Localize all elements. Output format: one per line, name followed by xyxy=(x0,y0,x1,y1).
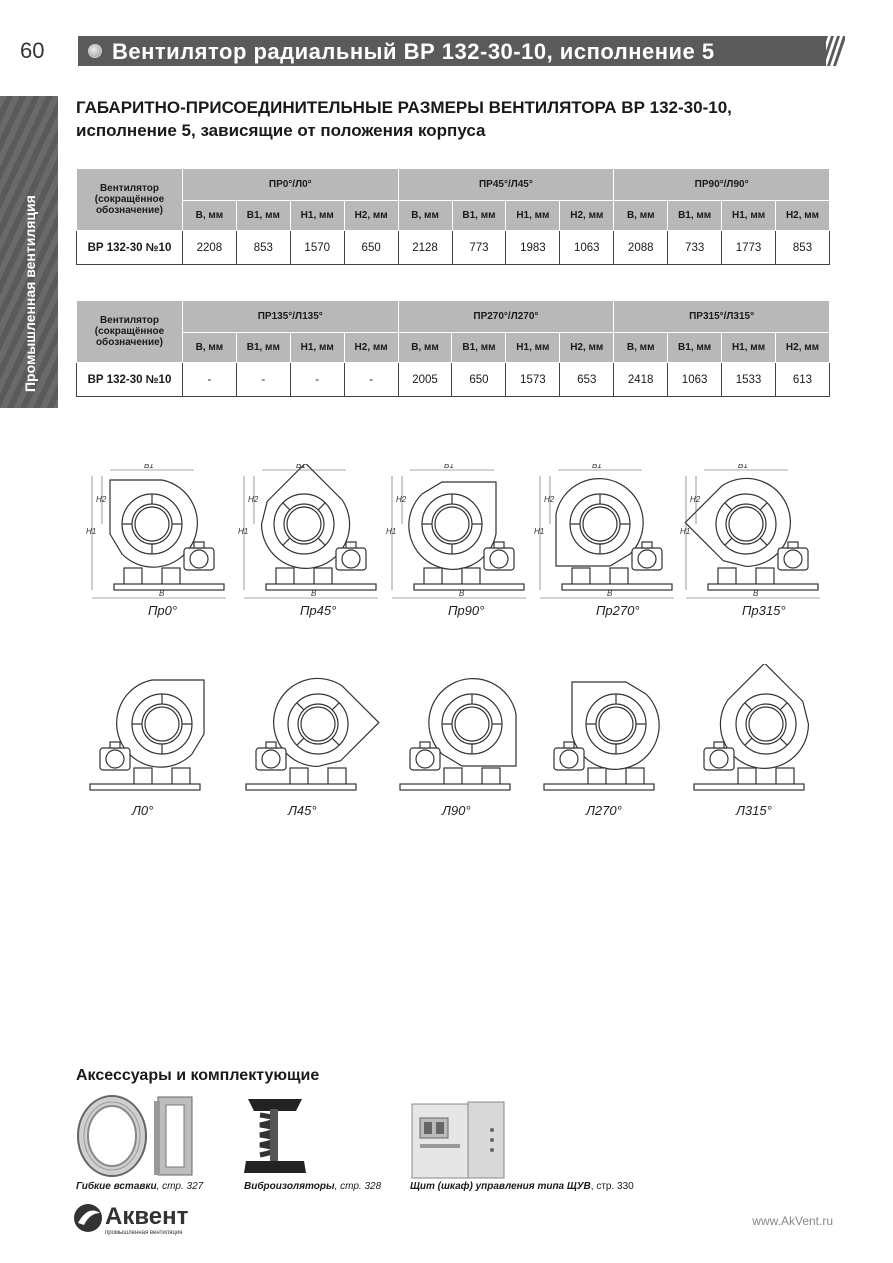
dim-label-h1: Н1 xyxy=(386,527,397,536)
table-cell: 2088 xyxy=(614,231,668,265)
page-number: 60 xyxy=(20,38,45,63)
group-header: ПР135°/Л135° xyxy=(182,301,398,333)
fan-drawing xyxy=(532,464,682,604)
table-row xyxy=(77,363,830,397)
sub-header: В1, мм xyxy=(236,201,290,231)
table-cell: 2418 xyxy=(614,363,668,397)
dim-label-h1: Н1 xyxy=(680,527,691,536)
sub-header: Н2, мм xyxy=(776,201,830,231)
table-cell: - xyxy=(236,363,290,397)
flexible-insert-image xyxy=(74,1093,206,1179)
table-cell: 1573 xyxy=(506,363,560,397)
sub-header: В, мм xyxy=(614,201,668,231)
side-category-label: Промышленная вентиляция xyxy=(22,195,38,392)
sub-header: В1, мм xyxy=(452,333,506,363)
sub-header: В, мм xyxy=(614,333,668,363)
group-header: ПР45°/Л45° xyxy=(398,169,614,201)
drawing-caption: Л315° xyxy=(736,803,772,818)
fan-drawing xyxy=(684,664,834,804)
sub-header: Н1, мм xyxy=(506,201,560,231)
page-title: Вентилятор радиальный ВР 132-30-10, исполнение 5 xyxy=(112,39,715,64)
accessory-caption-2[interactable] xyxy=(244,1181,381,1192)
dim-label-b1: В1 xyxy=(592,464,602,470)
sub-header: Н1, мм xyxy=(722,333,776,363)
logo-tagline: промышленная вентиляция xyxy=(105,1230,183,1236)
sub-header: В, мм xyxy=(182,333,236,363)
dim-label-b: В xyxy=(159,589,165,598)
table-cell: 650 xyxy=(344,231,398,265)
dim-label-h1: Н1 xyxy=(238,527,249,536)
drawing-caption: Л45° xyxy=(288,803,317,818)
dim-label-h1: Н1 xyxy=(534,527,545,536)
drawing-caption: Пр90° xyxy=(448,603,485,618)
dim-label-h2: Н2 xyxy=(544,495,555,504)
fan-drawing xyxy=(236,464,386,604)
fan-designation: ВР 132-30 №10 xyxy=(77,231,183,265)
dim-label-h1: Н1 xyxy=(86,527,97,536)
group-header: ПР0°/Л0° xyxy=(182,169,398,201)
group-header: ПР270°/Л270° xyxy=(398,301,614,333)
accessories-title: Аксессуары и комплектующие xyxy=(76,1067,320,1084)
sub-header: Н2, мм xyxy=(560,201,614,231)
fan-drawing xyxy=(236,664,386,804)
sub-header: Н2, мм xyxy=(344,201,398,231)
drawing-caption: Пр0° xyxy=(148,603,178,618)
table-cell: 773 xyxy=(452,231,506,265)
group-header: ПР315°/Л315° xyxy=(614,301,830,333)
table-cell: 1063 xyxy=(560,231,614,265)
logo-name: Аквент xyxy=(105,1203,189,1230)
dim-label-b1: В1 xyxy=(144,464,154,470)
accessory-name: Виброизоляторы xyxy=(244,1181,335,1192)
drawing-caption: Пр45° xyxy=(300,603,337,618)
sub-header: Н1, мм xyxy=(722,201,776,231)
dimensions-table-1 xyxy=(76,168,830,265)
side-category-band xyxy=(0,96,58,408)
accessory-page: , стр. 330 xyxy=(590,1181,634,1192)
table-header-name: Вентилятор (сокращённое обозначение) xyxy=(77,169,183,231)
dim-label-b1: В1 xyxy=(738,464,748,470)
section-title: ГАБАРИТНО-ПРИСОЕДИНИТЕЛЬНЫЕ РАЗМЕРЫ ВЕНТИЛЯТОРА ВР 132-30-10, исполнение 5, зависящие от положения корпуса xyxy=(76,98,732,140)
accessory-name: Гибкие вставки xyxy=(76,1181,157,1192)
dim-label-h2: Н2 xyxy=(690,495,701,504)
website-link[interactable]: www.AkVent.ru xyxy=(752,1214,833,1228)
table-cell: 2128 xyxy=(398,231,452,265)
table-cell: 853 xyxy=(776,231,830,265)
table-cell: 1533 xyxy=(722,363,776,397)
sub-header: В1, мм xyxy=(236,333,290,363)
sub-header: Н2, мм xyxy=(344,333,398,363)
table-cell: 1983 xyxy=(506,231,560,265)
table-cell: 650 xyxy=(452,363,506,397)
group-header: ПР90°/Л90° xyxy=(614,169,830,201)
akvent-logo-icon xyxy=(72,1203,104,1233)
header-bar xyxy=(78,36,826,66)
bullet-icon xyxy=(88,44,102,58)
dim-label-b1: В1 xyxy=(296,464,306,470)
table-header-name: Вентилятор (сокращённое обозначение) xyxy=(77,301,183,363)
sub-header: В1, мм xyxy=(668,201,722,231)
sub-header: Н2, мм xyxy=(560,333,614,363)
table-cell: 613 xyxy=(775,363,829,397)
sub-header: В1, мм xyxy=(452,201,506,231)
sub-header: В, мм xyxy=(398,201,452,231)
accessory-caption-1[interactable] xyxy=(76,1181,203,1192)
drawing-caption: Л90° xyxy=(442,803,471,818)
fan-designation: ВР 132-30 №10 xyxy=(77,363,183,397)
accessory-page: , стр. 328 xyxy=(334,1181,382,1192)
fan-drawing xyxy=(534,664,684,804)
sub-header: Н1, мм xyxy=(506,333,560,363)
dim-label-h2: Н2 xyxy=(248,495,259,504)
drawing-caption: Пр270° xyxy=(596,603,640,618)
dim-label-b1: В1 xyxy=(444,464,454,470)
fan-drawing xyxy=(80,664,230,804)
drawing-caption: Пр315° xyxy=(742,603,786,618)
table-cell: 733 xyxy=(668,231,722,265)
table-cell: 2005 xyxy=(398,363,452,397)
dim-label-b: В xyxy=(311,589,317,598)
dim-label-b: В xyxy=(459,589,465,598)
table-cell: 853 xyxy=(236,231,290,265)
table-row xyxy=(77,231,830,265)
dim-label-b: В xyxy=(607,589,613,598)
table-cell: 2208 xyxy=(182,231,236,265)
table-cell: 1063 xyxy=(668,363,722,397)
dim-label-b: В xyxy=(753,589,759,598)
drawing-caption: Л0° xyxy=(132,803,154,818)
accessory-page: , стр. 327 xyxy=(156,1181,204,1192)
sub-header: Н2, мм xyxy=(775,333,829,363)
sub-header: Н1, мм xyxy=(290,201,344,231)
sub-header: В, мм xyxy=(182,201,236,231)
table-cell: 653 xyxy=(560,363,614,397)
dimensions-table-2 xyxy=(76,300,830,397)
dim-label-h2: Н2 xyxy=(396,495,407,504)
table-cell: - xyxy=(182,363,236,397)
sub-header: Н1, мм xyxy=(290,333,344,363)
fan-drawing xyxy=(390,664,540,804)
vibration-isolator-image xyxy=(240,1093,310,1179)
control-cabinet-image xyxy=(410,1100,508,1180)
sub-header: В, мм xyxy=(398,333,452,363)
table-cell: - xyxy=(290,363,344,397)
stripes-decoration xyxy=(815,36,845,66)
fan-drawing xyxy=(384,464,534,604)
fan-drawing xyxy=(84,464,234,604)
accessory-name: Щит (шкаф) управления типа ЩУВ xyxy=(410,1181,591,1192)
table-cell: 1570 xyxy=(290,231,344,265)
accessory-caption-3[interactable] xyxy=(410,1181,634,1192)
table-cell: - xyxy=(344,363,398,397)
drawing-caption: Л270° xyxy=(586,803,622,818)
table-cell: 1773 xyxy=(722,231,776,265)
fan-drawing xyxy=(678,464,828,604)
sub-header: В1, мм xyxy=(668,333,722,363)
dim-label-h2: Н2 xyxy=(96,495,107,504)
